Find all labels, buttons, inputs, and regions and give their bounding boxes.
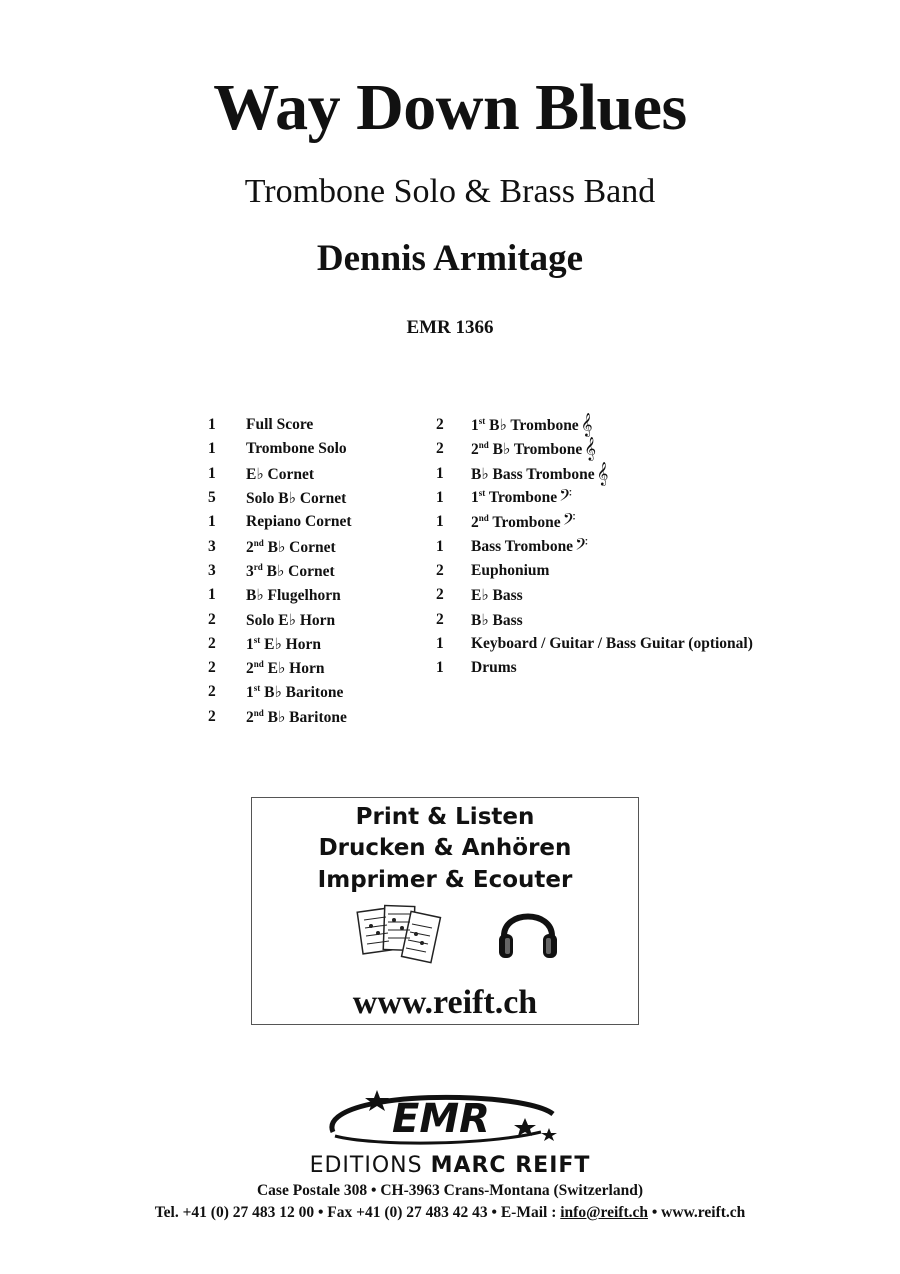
parts-list-left [208, 413, 351, 729]
part-row [208, 705, 351, 729]
part-row [436, 462, 753, 486]
part-quantity: 2 [208, 634, 216, 652]
part-row [436, 437, 753, 461]
part-name: Full Score [246, 416, 314, 434]
part-quantity: 5 [208, 489, 216, 507]
part-row [208, 534, 351, 558]
part-quantity: 2 [436, 561, 444, 579]
part-name: 2nd Trombone [471, 512, 561, 531]
part-row [436, 656, 753, 680]
treble-clef-icon: 𝄞 [596, 462, 609, 485]
part-row [436, 632, 753, 656]
part-quantity: 1 [436, 537, 444, 555]
part-name: Solo E♭ Horn [246, 611, 336, 629]
part-name: Trombone Solo [246, 440, 347, 458]
part-name: Repiano Cornet [246, 513, 352, 531]
part-name: 2nd E♭ Horn [246, 658, 325, 678]
part-quantity: 1 [436, 464, 444, 482]
title: Way Down Blues [213, 71, 687, 144]
part-name: Drums [471, 659, 517, 677]
sheet-music-icon [356, 902, 444, 970]
part-row [208, 583, 351, 607]
part-quantity: 2 [436, 440, 444, 458]
part-quantity: 1 [208, 416, 216, 434]
part-row [436, 583, 753, 607]
part-name: B♭ Flugelhorn [246, 587, 341, 605]
headphones-icon [496, 898, 560, 964]
print-listen-box[interactable] [251, 797, 639, 1025]
part-row [436, 510, 753, 534]
part-quantity: 1 [208, 464, 216, 482]
part-quantity: 1 [436, 634, 444, 652]
part-row [208, 510, 351, 534]
part-name: 1st Trombone [471, 488, 558, 507]
part-row [436, 534, 753, 558]
part-name: 2nd B♭ Cornet [246, 537, 336, 556]
part-name: 1st B♭ Baritone [246, 683, 344, 702]
treble-clef-icon: 𝄞 [584, 438, 597, 461]
publisher-name: EDITIONS MARC REIFT [309, 1153, 591, 1178]
promo-line-french: Imprimer & Ecouter [317, 867, 573, 893]
part-row [208, 607, 351, 631]
part-quantity: 2 [208, 659, 216, 677]
publisher-address: Case Postale 308 • CH-3963 Crans-Montana (Switzerland) [256, 1182, 643, 1199]
part-name: Keyboard / Guitar / Bass Guitar (optional) [471, 634, 753, 652]
part-quantity: 1 [208, 440, 216, 458]
part-row [208, 437, 351, 461]
part-name: 2nd B♭ Baritone [246, 707, 347, 726]
bass-clef-icon: 𝄢 [559, 487, 573, 510]
part-name: 3rd B♭ Cornet [246, 561, 335, 580]
part-quantity: 1 [436, 659, 444, 677]
part-quantity: 2 [208, 610, 216, 628]
part-name: 1st E♭ Horn [246, 634, 321, 653]
part-quantity: 1 [208, 513, 216, 531]
part-row [436, 607, 753, 631]
part-row [436, 486, 753, 510]
part-name: B♭ Bass Trombone [471, 465, 595, 483]
catalog-number: EMR 1366 [406, 317, 494, 338]
part-name: 1st B♭ Trombone [471, 415, 579, 435]
part-name: B♭ Bass [471, 611, 523, 629]
part-quantity: 1 [436, 513, 444, 531]
part-row [208, 413, 351, 437]
treble-clef-icon: 𝄞 [580, 414, 593, 437]
part-quantity: 2 [436, 586, 444, 604]
part-row [436, 413, 753, 437]
part-quantity: 2 [436, 610, 444, 628]
part-name: E♭ Cornet [246, 465, 315, 483]
part-row [436, 559, 753, 583]
email-link[interactable]: info@reift.ch [560, 1204, 648, 1221]
part-name: Solo B♭ Cornet [246, 490, 347, 508]
part-row [208, 559, 351, 583]
part-row [208, 462, 351, 486]
subtitle: Trombone Solo & Brass Band [244, 173, 656, 210]
part-quantity: 2 [436, 416, 444, 434]
parts-list-right [436, 413, 753, 680]
promo-url[interactable]: www.reift.ch [352, 984, 538, 1021]
publisher-contact: Tel. +41 (0) 27 483 12 00 • Fax +41 (0) 27 483 42 43 • E-Mail : info@reift.ch • www.reift.ch [154, 1204, 746, 1221]
part-name: 2nd B♭ Trombone [471, 440, 583, 459]
bass-clef-icon: 𝄢 [562, 511, 576, 534]
promo-line-english: Print & Listen [355, 804, 535, 830]
part-quantity: 1 [436, 489, 444, 507]
part-name: E♭ Bass [471, 587, 523, 605]
emr-logo [313, 1088, 573, 1150]
part-row [208, 632, 351, 656]
part-quantity: 1 [208, 586, 216, 604]
part-quantity: 3 [208, 537, 216, 555]
part-name: Euphonium [471, 561, 550, 579]
part-row [208, 680, 351, 704]
bass-clef-icon: 𝄢 [575, 535, 588, 558]
part-quantity: 2 [208, 683, 216, 701]
composer: Dennis Armitage [316, 238, 584, 279]
part-name: Bass Trombone [471, 537, 574, 555]
promo-line-german: Drucken & Anhören [318, 835, 572, 861]
part-quantity: 2 [208, 707, 216, 725]
part-row [208, 486, 351, 510]
logo-text: EMR [392, 1096, 490, 1142]
part-row [208, 656, 351, 680]
part-quantity: 3 [208, 561, 216, 579]
